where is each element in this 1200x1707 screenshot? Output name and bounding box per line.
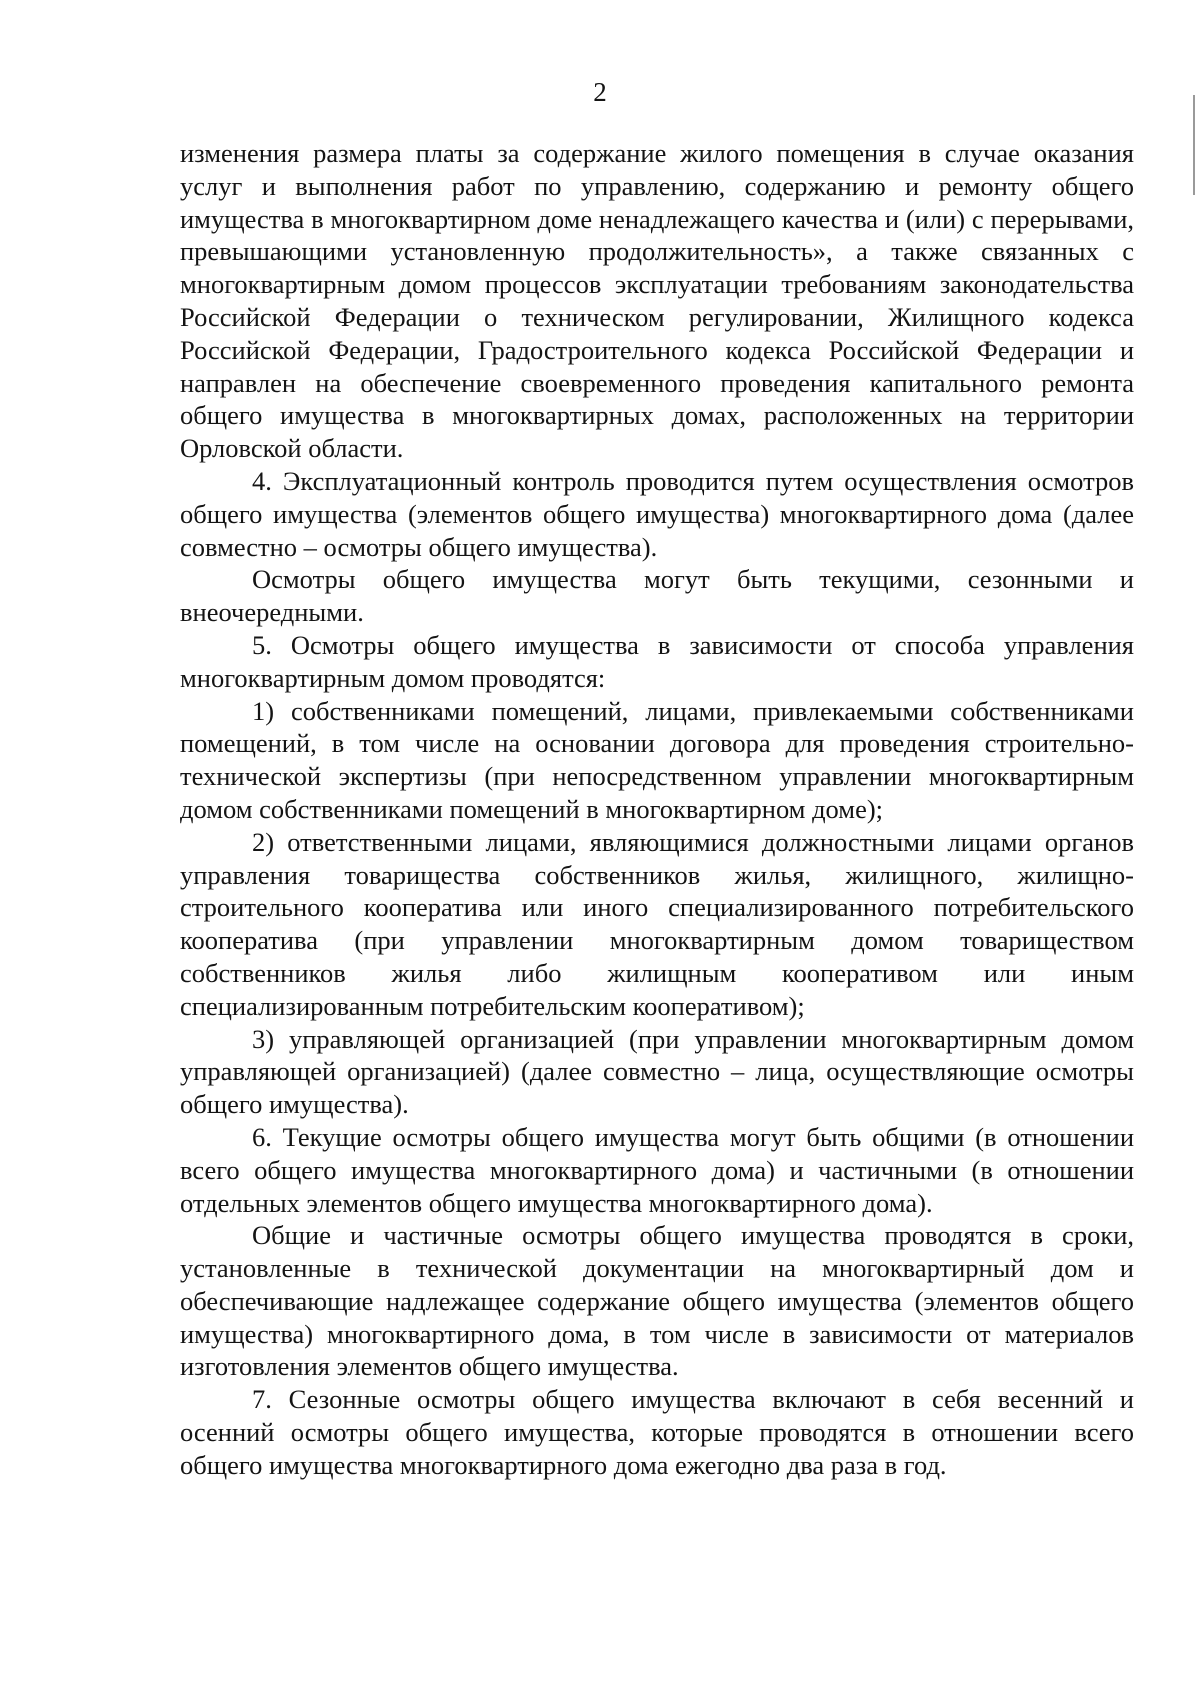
paragraph-subitem-2: 2) ответственными лицами, являющимися должностными лицами органов управления товарищества собственников жилья, жилищного, жилищно-строительного кооператива или иного специализированного потребительского кооператива (при управлении многоквартирным домом товариществом собственников жилья либо жилищным кооперативом или иным специализированным потребительским кооперативом); (180, 826, 1134, 1021)
paragraph-inspection-types: Осмотры общего имущества могут быть текущими, сезонными и внеочередными. (180, 564, 1134, 628)
paragraph-intro-continuation: изменения размера платы за содержание жилого помещения в случае оказания услуг и выполнения работ по управлению, содержанию и ремонту общего имущества в многоквартирном доме ненадлежащего качества и (или) с перерывами, превышающими установленную продолжительность», а также связанных с многоквартирным домом процессов эксплуатации требованиям законодательства Российской Федерации о техническом регулировании, Жилищного кодекса Российской Федерации, Градостроительного кодекса Российской Федерации и направлен на обеспечение своевременного проведения капитального ремонта общего имущества в многоквартирных домах, расположенных на территории Орловской области. (180, 138, 1134, 464)
paragraph-item-7: 7. Сезонные осмотры общего имущества включают в себя весенний и осенний осмотры общего имущества, которые проводятся в отношении всего общего имущества многоквартирного дома ежегодно два раза в год. (180, 1384, 1134, 1480)
paragraph-item-4: 4. Эксплуатационный контроль проводится путем осуществления осмотров общего имущества (элементов общего имущества) многоквартирного дома (далее совместно – осмотры общего имущества). (180, 465, 1134, 562)
paragraph-item-5: 5. Осмотры общего имущества в зависимости от способа управления многоквартирным домом проводятся: (180, 629, 1134, 693)
page-number: 2 (593, 77, 607, 107)
document-body (180, 137, 1134, 1482)
paragraph-subitem-1: 1) собственниками помещений, лицами, привлекаемыми собственниками помещений, в том числе на основании договора для проведения строительно-технической экспертизы (при непосредственном управлении многоквартирным домом собственниками помещений в многоквартирном доме); (180, 695, 1134, 824)
paragraph-subitem-3: 3) управляющей организацией (при управлении многоквартирным домом управляющей организацией) (далее совместно – лица, осуществляющие осмотры общего имущества). (180, 1023, 1134, 1120)
scan-edge-mark (1193, 95, 1195, 195)
paragraph-item-6: 6. Текущие осмотры общего имущества могут быть общими (в отношении всего общего имущества многоквартирного дома) и частичными (в отношении отдельных элементов общего имущества многоквартирного дома). (180, 1121, 1134, 1218)
paragraph-inspection-schedule: Общие и частичные осмотры общего имущества проводятся в сроки, установленные в технической документации на многоквартирный дом и обеспечивающие надлежащее содержание общего имущества (элементов общего имущества) многоквартирного дома, в том числе в зависимости от материалов изготовления элементов общего имущества. (180, 1220, 1134, 1382)
